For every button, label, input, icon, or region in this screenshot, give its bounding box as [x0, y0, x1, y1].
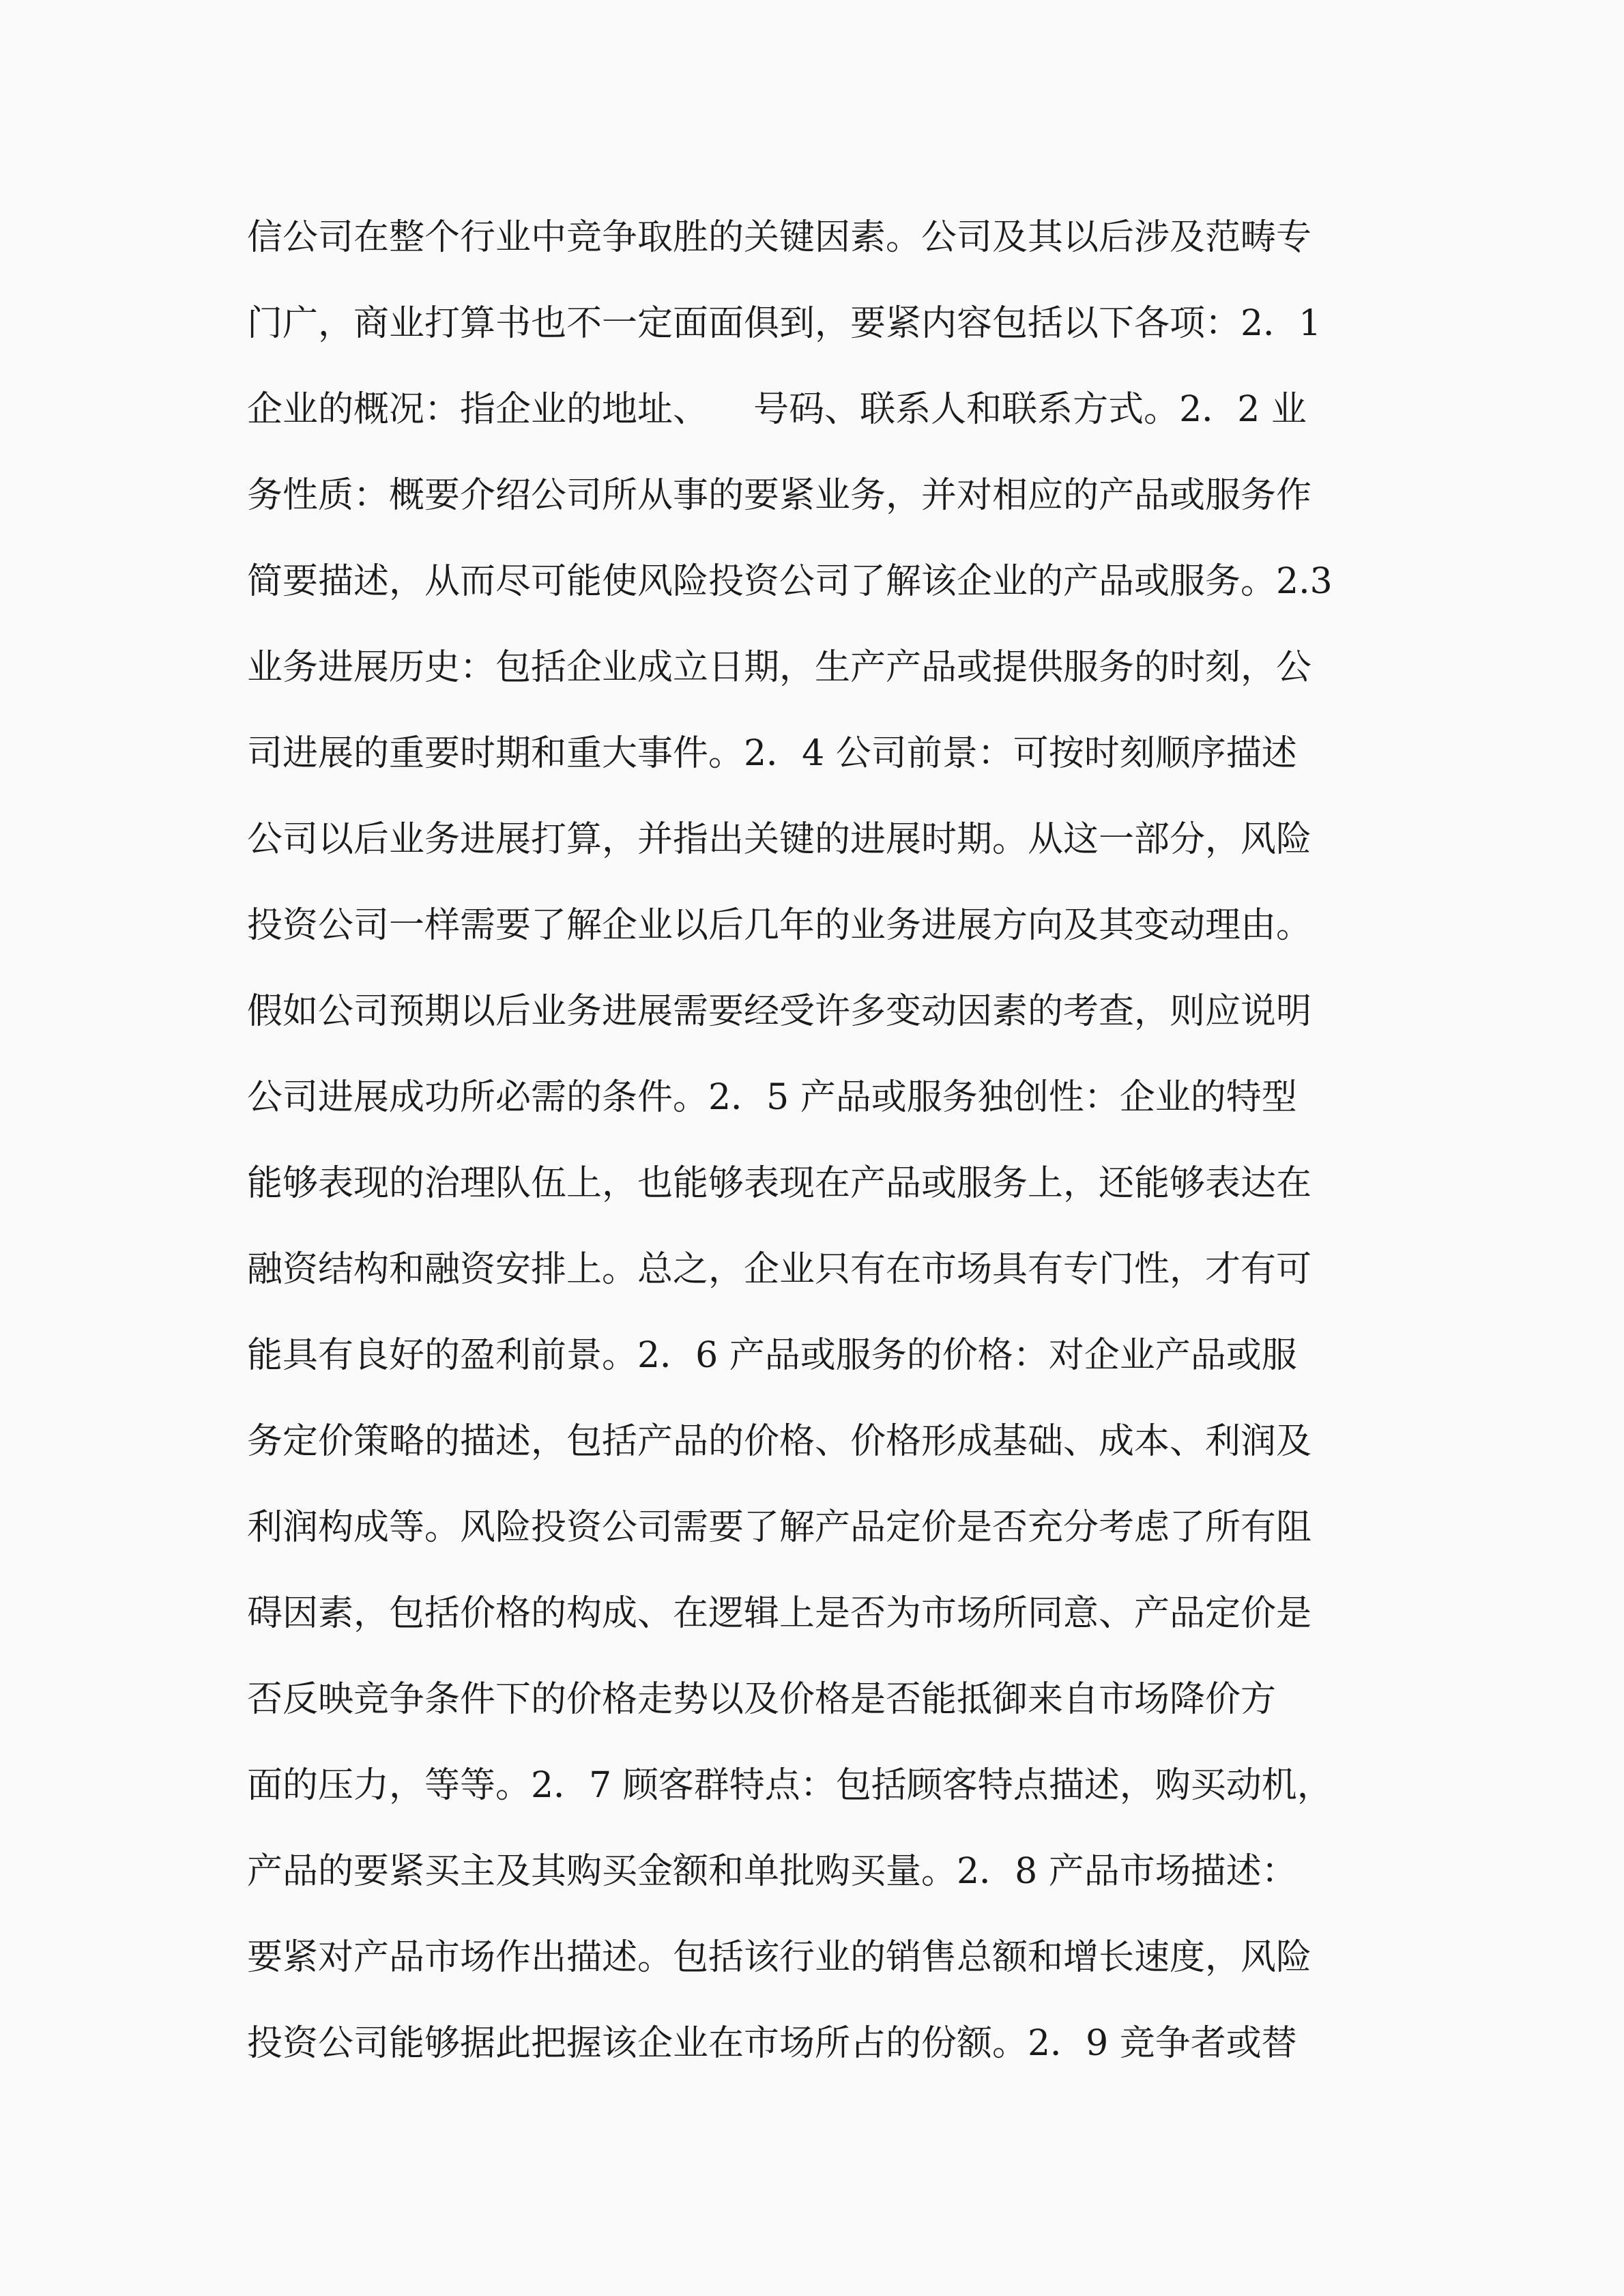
- text-line: 信公司在整个行业中竞争取胜的关键因素。公司及其以后涉及范畴专: [247, 217, 1312, 258]
- text-line: 要紧对产品市场作出描述。包括该行业的销售总额和增长速度，风险: [247, 1937, 1312, 1978]
- text-line: 利润构成等。风险投资公司需要了解产品定价是否充分考虑了所有阻: [247, 1507, 1312, 1548]
- text-line: 能具有良好的盈利前景。2．6 产品或服务的价格：对企业产品或服: [247, 1335, 1297, 1376]
- text-line: 假如公司预期以后业务进展需要经受许多变动因素的考查，则应说明: [247, 991, 1312, 1032]
- text-line: 产品的要紧买主及其购买金额和单批购买量。2．8 产品市场描述：: [247, 1851, 1297, 1892]
- text-line: 面的压力，等等。2．7 顾客群特点：包括顾客特点描述，购买动机，: [247, 1765, 1333, 1806]
- text-line: 碍因素，包括价格的构成、在逻辑上是否为市场所同意、产品定价是: [247, 1593, 1312, 1634]
- body-text: [247, 195, 1380, 2086]
- text-line: 投资公司能够据此把握该企业在市场所占的份额。2．9 竞争者或替: [247, 2023, 1297, 2064]
- text-line: 简要描述，从而尽可能使风险投资公司了解该企业的产品或服务。2.3: [247, 561, 1333, 602]
- text-line: 务性质：概要介绍公司所从事的要紧业务，并对相应的产品或服务作: [247, 475, 1312, 516]
- text-line: 企业的概况：指企业的地址、 号码、联系人和联系方式。2．2 业: [247, 389, 1307, 430]
- text-line: 业务进展历史：包括企业成立日期，生产产品或提供服务的时刻，公: [247, 647, 1312, 688]
- text-line: 公司进展成功所必需的条件。2．5 产品或服务独创性：企业的特型: [247, 1077, 1297, 1118]
- text-line: 否反映竞争条件下的价格走势以及价格是否能抵御来自市场降价方: [247, 1679, 1277, 1720]
- text-line: 能够表现的治理队伍上，也能够表现在产品或服务上，还能够表达在: [247, 1163, 1312, 1204]
- text-line: 公司以后业务进展打算，并指出关键的进展时期。从这一部分，风险: [247, 819, 1312, 860]
- text-line: 门广，商业打算书也不一定面面俱到，要紧内容包括以下各项：2．1: [247, 303, 1322, 344]
- text-line: 司进展的重要时期和重大事件。2．4 公司前景：可按时刻顺序描述: [247, 733, 1297, 774]
- text-line: 融资结构和融资安排上。总之，企业只有在市场具有专门性，才有可: [247, 1249, 1312, 1290]
- text-line: 务定价策略的描述，包括产品的价格、价格形成基础、成本、利润及: [247, 1421, 1312, 1462]
- text-line: 投资公司一样需要了解企业以后几年的业务进展方向及其变动理由。: [247, 905, 1312, 946]
